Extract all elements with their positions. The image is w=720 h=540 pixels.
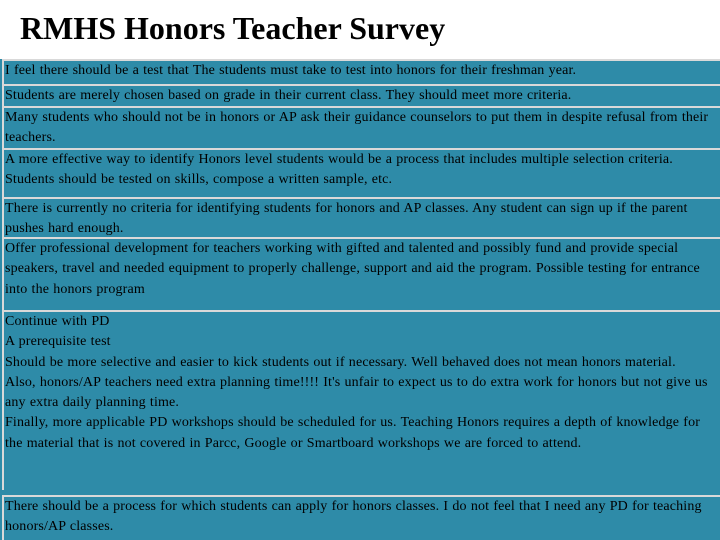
table-row xyxy=(2,106,720,151)
page-title: RMHS Honors Teacher Survey xyxy=(20,10,446,46)
response-text: There should be a process for which students can apply for honors classes. I do not feel that I need any PD for teaching honors/AP classes. xyxy=(5,499,702,535)
table-row xyxy=(2,84,720,108)
table-row xyxy=(2,148,720,199)
table-row xyxy=(2,59,720,86)
response-text: I feel there should be a test that The students must take to test into honors for their freshman year. xyxy=(5,63,577,78)
table-row xyxy=(2,310,720,490)
response-text: Offer professional development for teachers working with gifted and talented and possibly fund and provide special speakers, travel and needed equipment to properly challenge, support and aid the program. Possible testing for entrance into the honors program xyxy=(5,241,700,297)
response-text: There is currently no criteria for identifying students for honors and AP classes. Any student can sign up if the parent pushes hard enough. xyxy=(5,201,688,237)
response-text: Students are merely chosen based on grade in their current class. They should meet more criteria. xyxy=(5,88,572,103)
response-line: Continue with PD xyxy=(5,314,110,329)
response-line: Finally, more applicable PD workshops should be scheduled for us. Teaching Honors requires a depth of knowledge for the material that is not covered in Parcc, Google or Smartboard workshops we are forced to attend. xyxy=(5,415,701,451)
response-text: Many students who should not be in honors or AP ask their guidance counselors to put them in despite refusal from their teachers. xyxy=(5,110,709,146)
response-text: A more effective way to identify Honors level students would be a process that includes multiple selection criteria. Students should be tested on skills, compose a written sample, etc. xyxy=(5,152,673,188)
table-row xyxy=(2,237,720,311)
table-row xyxy=(2,197,720,241)
response-line: Should be more selective and easier to kick students out if necessary. Well behaved does not mean honors material. xyxy=(5,354,676,370)
response-text xyxy=(4,312,720,454)
response-line: Also, honors/AP teachers need extra planning time!!!! It's unfair to expect us to do extra work for honors but not give us any extra daily planning time. xyxy=(5,374,708,411)
table-row xyxy=(2,495,720,540)
responses-table xyxy=(0,59,720,540)
response-line: A prerequisite test xyxy=(5,334,111,350)
